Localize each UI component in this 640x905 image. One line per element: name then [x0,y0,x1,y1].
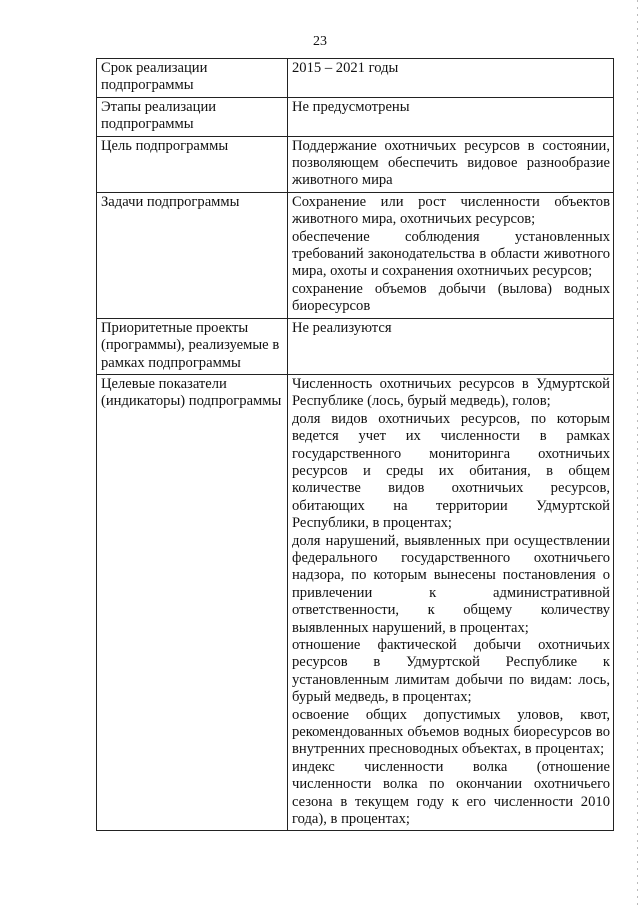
row-value [288,97,614,136]
table-row [97,374,614,831]
row-paragraph: доля видов охотничьих ресурсов, по которым ведется учет их численности в рамках государственного мониторинга охотничьих ресурсов и среды их обитания, в общем количестве видов охотничьих ресурсов, обитающих на территории Удмуртской Республики, в процентах; [292,410,610,532]
table-row [97,97,614,136]
subprogram-passport-table [96,58,614,831]
scan-edge-artifact [637,0,638,905]
row-paragraph: Численность охотничьих ресурсов в Удмуртской Республике (лось, бурый медведь), голов; [292,375,610,410]
table-row [97,59,614,98]
row-label: Целевые показатели (индикаторы) подпрограммы [97,374,288,831]
row-value [288,374,614,831]
page-number: 23 [313,34,327,49]
row-value [288,192,614,318]
table-row [97,192,614,318]
row-paragraph: Не предусмотрены [292,98,410,115]
row-value [288,318,614,374]
table-row [97,318,614,374]
row-label: Приоритетные проекты (программы), реализуемые в рамках подпрограммы [97,318,288,374]
row-paragraph: Сохранение или рост численности объектов животного мира, охотничьих ресурсов; [292,193,610,228]
row-paragraph: отношение фактической добычи охотничьих ресурсов в Удмуртской Республике к установленным лимитам добычи по видам: лось, бурый медведь, в процентах; [292,637,610,706]
row-paragraph: обеспечение соблюдения установленных требований законодательства в области животного мира, охоты и сохранения охотничьих ресурсов; [292,228,610,280]
row-paragraph: доля нарушений, выявленных при осуществлении федерального государственного охотничьего надзора, по которым вынесены постановления о привлечении к административной ответственности, к общему количеству выявленных нарушений, в процентах; [292,532,610,636]
row-label: Срок реализации подпрограммы [97,59,288,98]
row-paragraph: индекс численности волка (отношение численности волка по окончании охотничьего сезона в текущем году к его численности 2010 года), в процентах; [292,758,610,828]
row-paragraph: освоение общих допустимых уловов, квот, рекомендованных объемов водных биоресурсов во внутренних пресноводных объектах, в процентах; [292,706,610,758]
row-label: Цель подпрограммы [97,136,288,192]
row-value [288,136,614,192]
row-label: Задачи подпрограммы [97,192,288,318]
row-paragraph: 2015 – 2021 годы [292,60,399,76]
row-label: Этапы реализации подпрограммы [97,97,288,136]
row-paragraph: сохранение объемов добычи (вылова) водных биоресурсов [292,280,610,315]
row-paragraph: Поддержание охотничьих ресурсов в состоянии, позволяющем обеспечить видовое разнообразие животного мира [292,137,610,189]
table-row [97,136,614,192]
row-value [288,59,614,98]
row-paragraph: Не реализуются [292,319,392,336]
